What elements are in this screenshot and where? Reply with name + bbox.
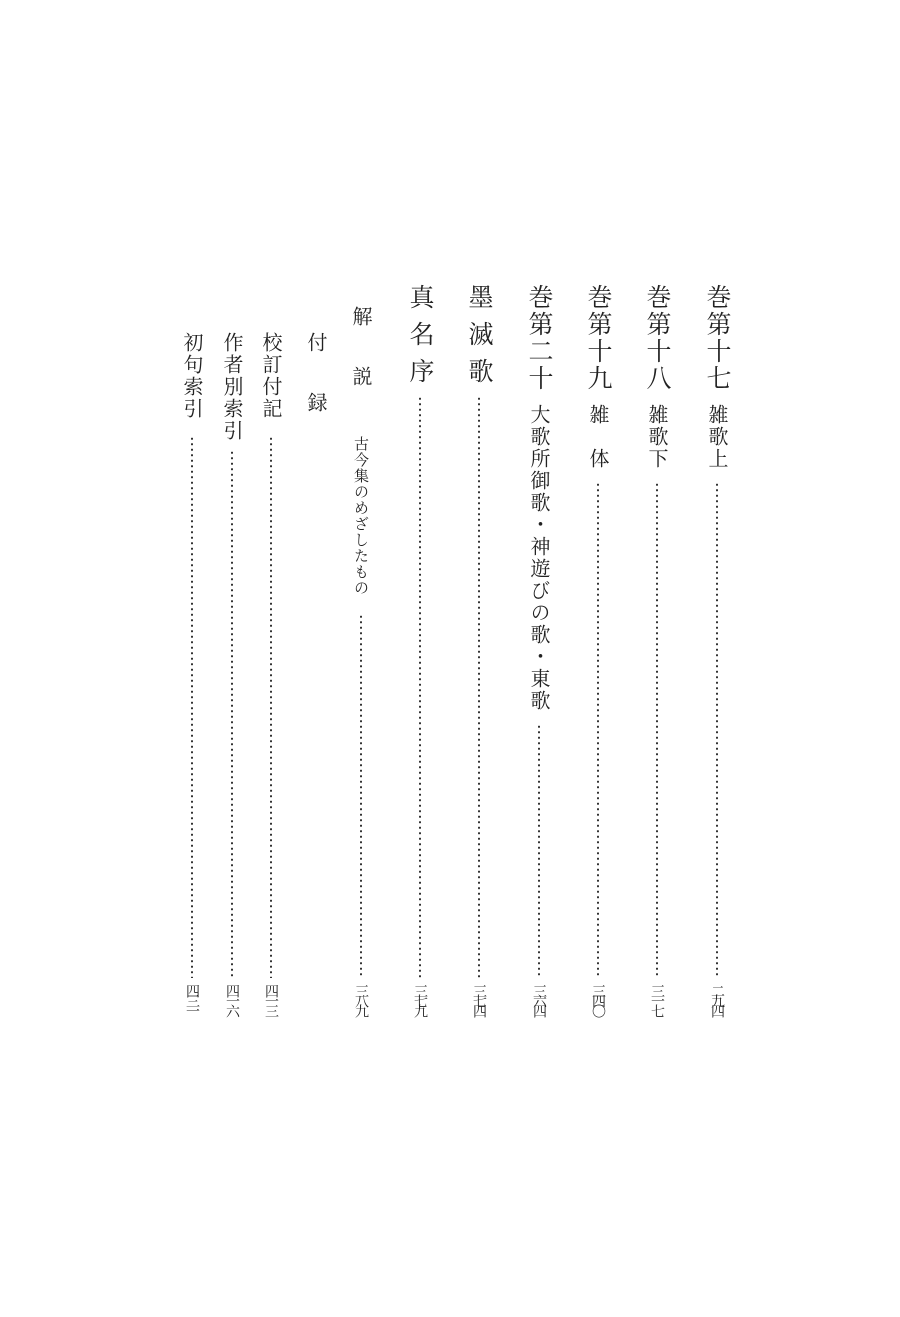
- toc-entry-vol19[interactable]: [578, 284, 618, 1024]
- page-number: 二九四: [709, 984, 725, 1014]
- leader-dots: [597, 482, 599, 978]
- entry-title: 巻第十七: [703, 284, 732, 392]
- entry-title: 巻第十九: [584, 284, 613, 392]
- leader-dots: [716, 482, 718, 978]
- leader-dots: [270, 436, 272, 978]
- entry-subtitle: 大歌所御歌・神遊びの歌・東歌: [527, 404, 551, 712]
- toc-entry-koutei-fuki[interactable]: [251, 284, 291, 1024]
- entry-title: 真名序: [406, 284, 435, 395]
- toc-entry-author-index[interactable]: [212, 284, 252, 1024]
- leader-dots: [538, 724, 540, 978]
- toc-entry-vol18[interactable]: [637, 284, 677, 1024]
- page-number: 三七四: [471, 984, 487, 1014]
- entry-title: 巻第十八: [643, 284, 672, 392]
- toc-entry-kaisetsu[interactable]: [341, 284, 381, 1024]
- toc-entry-vol20[interactable]: [519, 284, 559, 1024]
- entry-title: 解 説: [349, 306, 373, 396]
- page-number: 三七九: [412, 984, 428, 1014]
- page-number: 四一三: [263, 984, 279, 1014]
- page-number: 三六四: [531, 984, 547, 1014]
- entry-title: 巻第二十: [525, 284, 554, 392]
- page-number: 四三一: [184, 984, 200, 1014]
- entry-title: 初句索引: [180, 332, 204, 420]
- page-number: 三一七: [649, 984, 665, 1014]
- entry-subtitle: 雑歌下: [645, 404, 669, 470]
- entry-subtitle: 雑歌上: [705, 404, 729, 470]
- entry-title: 墨滅歌: [465, 284, 494, 395]
- leader-dots: [191, 436, 193, 978]
- leader-dots: [360, 614, 362, 978]
- toc-entry-manajo[interactable]: [400, 284, 440, 1024]
- page-number: 四一六: [224, 984, 240, 1014]
- toc-entry-bokumetsuka[interactable]: [459, 284, 499, 1024]
- section-title: 付 録: [304, 332, 328, 422]
- entry-subtitle: 雑 体: [586, 404, 610, 470]
- leader-dots: [231, 450, 233, 978]
- entry-subtitle: 古今集のめざしたもの: [352, 436, 370, 596]
- toc-entry-vol17[interactable]: [697, 284, 737, 1024]
- toc-section-furoku: [296, 284, 336, 1024]
- entry-title: 作者別索引: [220, 332, 244, 442]
- toc-entry-first-line-index[interactable]: [172, 284, 212, 1024]
- page-number: 三八九: [353, 984, 369, 1014]
- leader-dots: [656, 482, 658, 978]
- page-number: 三四〇: [590, 984, 606, 1014]
- leader-dots: [419, 396, 421, 978]
- entry-title: 校訂付記: [259, 332, 283, 420]
- leader-dots: [478, 396, 480, 978]
